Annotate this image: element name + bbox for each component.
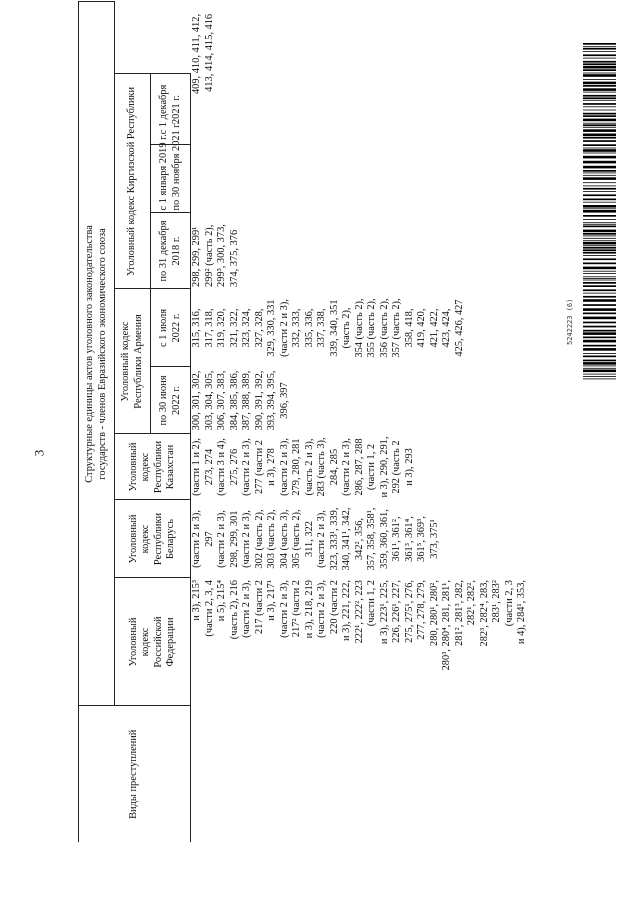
barcode-bar <box>583 360 616 362</box>
group-header <box>79 2 115 706</box>
barcode-bar <box>583 73 616 74</box>
barcode-bar <box>583 224 616 225</box>
article-line: 329, 330, 331 <box>266 299 277 357</box>
article-line: 423, 424, <box>441 308 452 348</box>
article-line: 396, 397 <box>278 382 290 419</box>
barcode-bar <box>583 285 616 287</box>
crime-correspondence-table <box>78 1 529 842</box>
article-line: 387, 388, 389, <box>241 370 252 431</box>
barcode-bar <box>583 95 616 97</box>
am-articles-cell-1 <box>191 367 529 434</box>
barcode-bar <box>583 233 616 235</box>
barcode-bar <box>583 245 616 246</box>
barcode-bar <box>583 255 616 256</box>
article-line: (часть 2), 216 <box>228 580 240 640</box>
barcode-bar <box>583 175 616 176</box>
article-line: 339, 340, 351 <box>328 299 340 357</box>
barcode-bar <box>583 296 616 298</box>
kg-code-header: Уголовный кодекс Киргизской Республики <box>115 74 151 289</box>
article-line: и 3), 221, 222, <box>341 580 352 641</box>
barcode-bar <box>583 144 616 146</box>
article-line: и 3), 223¹, 225, <box>378 580 390 645</box>
barcode-bar <box>583 79 616 80</box>
barcode-bar <box>583 240 616 241</box>
rotated-page-content <box>78 2 593 842</box>
barcode-bar <box>583 299 616 302</box>
article-line: 217² (части 2 <box>291 580 302 638</box>
article-line: (части 2 и 3), <box>278 438 290 496</box>
header-line: с 1 декабря <box>158 84 169 135</box>
article-line: 302 (часть 2), <box>253 509 265 569</box>
article-line: 390, 391, 392, <box>253 370 265 431</box>
ru-code-header <box>115 578 191 706</box>
article-line: (часть 2 и 3), <box>303 438 315 496</box>
barcode-bar <box>583 129 616 132</box>
header-line: Уголовный <box>127 514 139 564</box>
article-line: 283¹, 283² <box>491 580 502 623</box>
article-line: 425, 426, 427 <box>453 299 465 357</box>
am-code-header <box>115 289 151 434</box>
barcode-bar <box>583 205 616 208</box>
barcode-bar <box>583 88 616 91</box>
barcode-bar <box>583 82 616 85</box>
barcode-bar <box>583 177 616 180</box>
barcode-bar <box>583 106 616 107</box>
article-line: (части 2 и 3), <box>278 580 290 638</box>
barcode-bar <box>583 119 616 122</box>
barcode-bar <box>583 326 616 328</box>
barcode-bar <box>583 353 616 354</box>
article-line: 354 (часть 2), <box>353 298 365 358</box>
barcode-bar <box>583 137 616 139</box>
header-line: 2022 г. <box>170 385 182 416</box>
barcode-bar <box>583 113 616 115</box>
barcode-bar <box>583 194 616 196</box>
article-line: 337, 338, <box>316 308 327 348</box>
header-line: Федерации <box>165 617 176 667</box>
types-header: Виды преступлений <box>79 706 191 842</box>
article-line: 335, 336, <box>303 308 315 348</box>
barcode-number: 5242223 (6) <box>566 298 574 345</box>
article-line: 273, 274 <box>203 448 215 486</box>
barcode-bar <box>583 267 616 270</box>
article-line: 283 (часть 3), <box>316 437 327 497</box>
article-line: 226, 226¹, 227, <box>391 580 402 643</box>
article-line: 286, 287, 288 <box>353 438 365 496</box>
barcode-bar <box>583 278 616 279</box>
article-line: 297 <box>203 531 215 547</box>
barcode-bar <box>583 85 616 87</box>
barcode-bar <box>583 173 616 174</box>
article-line: 281², 281³, 282, <box>453 580 465 646</box>
header-line: Уголовный <box>127 442 139 492</box>
barcode <box>583 43 616 380</box>
article-line: 305 (часть 2), <box>291 509 302 569</box>
barcode-bar <box>583 103 616 105</box>
barcode-bar <box>583 249 616 251</box>
article-line: 275, 275¹, 276, <box>403 580 415 643</box>
barcode-bar <box>583 202 616 203</box>
article-line: 282¹, 282², <box>466 580 477 626</box>
article-line: 323, 324, <box>241 308 252 348</box>
header-line: Уголовный <box>127 617 139 667</box>
barcode-bar <box>583 226 616 228</box>
barcode-bar <box>583 219 616 220</box>
barcode-bar <box>583 222 616 223</box>
article-line: 304 (часть 3), <box>278 509 290 569</box>
article-line: 421, 422, <box>428 308 440 348</box>
article-line: 220 (части 2 <box>328 580 340 634</box>
barcode-bar <box>583 230 616 233</box>
header-line: Беларусь <box>165 519 176 559</box>
barcode-bar <box>583 317 616 320</box>
barcode-bar <box>583 140 616 142</box>
header-line: 2022 г. <box>170 313 182 343</box>
article-line: (части 2 и 3), <box>241 438 252 496</box>
article-line: 361¹, 361², <box>391 516 402 562</box>
article-line: 277, 278, 279, <box>416 580 427 640</box>
article-line: 311, 322 <box>303 521 315 557</box>
article-line: 340, 341¹, 342, <box>341 507 352 571</box>
article-line: 284, 285 <box>328 448 340 486</box>
barcode-bar <box>583 153 616 154</box>
article-line: (части 2 и 3), <box>241 510 252 568</box>
barcode-bar <box>583 92 616 93</box>
kg-sub-header-2 <box>151 121 191 213</box>
barcode-bar <box>583 182 616 183</box>
article-line: 357, 358, 358¹, <box>366 507 377 571</box>
article-line: 361³, 361⁴, <box>403 516 415 562</box>
barcode-bar <box>583 199 616 201</box>
barcode-bar <box>583 368 616 369</box>
article-line: 342², 356, <box>353 517 365 561</box>
barcode-bar <box>583 252 616 254</box>
header-line: по 30 ноября 2021 г. <box>170 121 182 211</box>
article-line: 303 (часть 2), <box>266 509 277 569</box>
barcode-bar <box>583 148 616 149</box>
header-line: кодекс <box>140 627 151 657</box>
barcode-bar <box>583 282 616 284</box>
article-line: 327, 328, <box>253 308 265 348</box>
barcode-bar <box>583 166 616 169</box>
article-line: 217 (части 2 <box>253 580 265 634</box>
article-line: 275, 276 <box>228 448 240 486</box>
article-line: 292 (часть 2 <box>391 440 402 494</box>
barcode-bar <box>583 156 616 159</box>
article-line: 409, 410, 411, 412, <box>191 13 202 95</box>
barcode-bar <box>583 69 616 71</box>
page-number: 3 <box>31 449 47 457</box>
barcode-bar <box>583 208 616 209</box>
article-line: 321, 322, <box>228 308 240 348</box>
article-line: 332, 333, <box>291 308 302 348</box>
barcode-bar <box>583 54 616 56</box>
barcode-bar <box>583 48 616 50</box>
header-line: кодекс <box>140 452 151 482</box>
header-line: кодекс <box>140 524 151 554</box>
barcode-bar <box>583 280 616 281</box>
barcode-bar <box>583 236 616 237</box>
article-line: 280, 280¹, 280², <box>428 580 440 646</box>
group-header-line: Структурные единицы актов уголовного законодательства <box>84 225 95 483</box>
article-line: 413, 414, 415, 416 <box>203 13 215 92</box>
ru-articles-cell <box>191 578 529 706</box>
header-line: Республики <box>152 512 164 566</box>
article-line: (части 2 и 3), <box>216 510 227 568</box>
barcode-bar <box>583 100 616 101</box>
article-line: 300, 301, 302, <box>191 370 202 431</box>
barcode-bar <box>583 308 616 311</box>
barcode-bar <box>583 127 616 128</box>
article-line: (части 2 и 3), <box>191 510 202 568</box>
barcode-bar <box>583 191 616 192</box>
article-line: 323, 333¹, 339, <box>328 507 340 571</box>
types-cell <box>191 706 529 842</box>
kg-articles-cell-1 <box>191 213 529 289</box>
barcode-bar <box>583 263 616 265</box>
article-line: 374, 375, 376 <box>228 229 240 287</box>
barcode-bar <box>583 337 616 339</box>
article-line: (части 2 и 3), <box>341 438 352 496</box>
article-line: 317, 318, <box>203 308 215 348</box>
am-sub-header-2 <box>151 289 191 367</box>
article-line: 384, 385, 386, <box>228 370 240 431</box>
header-line: Российской <box>152 616 164 668</box>
barcode-bar <box>583 58 616 59</box>
article-line: 222¹, 222², 223 <box>353 580 365 644</box>
barcode-bar <box>583 66 616 69</box>
barcode-bar <box>583 43 616 45</box>
barcode-bar <box>583 362 616 365</box>
article-line: 361⁵, 369³, <box>416 516 427 562</box>
article-line: 393, 394, 395, <box>266 370 277 431</box>
barcode-bar <box>583 161 616 164</box>
article-line: (части 2, 3, 4 <box>203 580 215 637</box>
article-line: 306, 307, 383, <box>216 370 227 431</box>
barcode-bar <box>583 123 616 124</box>
barcode-bar <box>583 289 616 291</box>
header-line: с 1 июля <box>158 308 169 348</box>
header-line: Уголовный кодекс <box>120 321 131 402</box>
kg-articles-cell-3 <box>191 2 529 145</box>
barcode-bar <box>583 46 616 47</box>
article-line: 359, 360, 361, <box>378 509 390 569</box>
article-line: (части 2 и 3), <box>241 580 252 638</box>
barcode-bar <box>583 330 616 332</box>
header-line: Республики Армения <box>132 314 144 409</box>
kz-articles-cell <box>191 434 529 500</box>
article-line: 299² (часть 2), <box>203 224 215 287</box>
article-line: (часть 2), <box>341 307 352 349</box>
article-line: 356 (часть 2), <box>378 298 390 358</box>
by-articles-cell <box>191 500 529 578</box>
article-line: 319, 320, <box>216 308 227 348</box>
am-articles-cell-2 <box>191 289 529 367</box>
article-line: (части 1, 2 <box>366 443 377 491</box>
barcode-bar <box>583 348 616 351</box>
header-line: с 1 января 2019 г. <box>158 134 169 211</box>
header-line: по 30 июня <box>158 375 169 426</box>
group-header-line: государств - членов Евразийского экономического союза <box>96 228 108 480</box>
article-line: 299³, 300, 373, <box>216 224 227 287</box>
article-line: и 3), 293 <box>403 448 415 486</box>
article-line: 419, 420, <box>416 308 427 348</box>
header-line: 2021 г. <box>170 94 182 125</box>
am-sub-header-1 <box>151 367 191 434</box>
article-line: 357 (часть 2), <box>391 298 402 358</box>
article-line: (части 2 и 3), <box>278 299 290 357</box>
barcode-bar <box>583 97 616 99</box>
header-line: Казахстан <box>165 444 176 490</box>
article-line: (части 3 и 4), <box>216 438 227 496</box>
article-line: 303, 304, 305, <box>203 370 215 431</box>
article-line: (части 2, 3 <box>503 580 515 627</box>
article-line: 298, 299, 299¹ <box>191 226 202 287</box>
barcode-bar <box>583 273 616 274</box>
article-line: и 3), 290, 291, <box>378 436 390 498</box>
article-line: 280³, 280⁴, 281, 281¹, <box>441 580 452 671</box>
barcode-bar <box>583 304 616 306</box>
barcode-bar <box>583 51 616 52</box>
barcode-bar <box>583 345 616 347</box>
barcode-bar <box>583 340 616 343</box>
article-line: и 4), 284¹, 353, <box>516 580 527 645</box>
barcode-bar <box>583 366 616 367</box>
barcode-bar <box>583 210 616 213</box>
barcode-bar <box>583 247 616 249</box>
barcode-bar <box>583 293 616 294</box>
article-line: 279, 280, 281 <box>291 438 302 496</box>
article-line: 277 (части 2 <box>253 440 265 494</box>
barcode-bar <box>583 74 616 77</box>
header-line: 2018 г. <box>170 236 182 266</box>
barcode-bar <box>583 134 616 137</box>
barcode-bar <box>583 370 616 373</box>
barcode-bar <box>583 188 616 190</box>
barcode-bar <box>583 186 616 187</box>
article-line: 298, 299, 301 <box>228 510 240 568</box>
article-line: (части 2 и 3), <box>316 510 327 568</box>
article-line: и 3), 215³ <box>191 580 202 621</box>
header-line: по 31 декабря <box>158 220 169 282</box>
barcode-bar <box>583 322 616 324</box>
barcode-bar <box>583 356 616 358</box>
barcode-bar <box>583 374 616 375</box>
barcode-bar <box>583 63 616 65</box>
barcode-bar <box>583 376 616 377</box>
barcode-bar <box>583 170 616 172</box>
kg-sub-header-1 <box>151 213 191 289</box>
barcode-bar <box>583 379 616 380</box>
barcode-bar <box>583 61 616 63</box>
article-line: и 5), 215⁴ <box>216 580 227 622</box>
barcode-bar <box>583 238 616 239</box>
article-line: 373, 375¹ <box>428 519 440 559</box>
kg-articles-cell-2 <box>191 145 529 213</box>
article-line: 355 (часть 2), <box>366 298 377 358</box>
barcode-bar <box>583 110 616 111</box>
barcode-bar <box>583 149 616 152</box>
barcode-bar <box>583 215 616 217</box>
article-line: и 3), 218, 219 <box>303 580 315 639</box>
article-line: 358, 418, <box>403 308 415 348</box>
barcode-bar <box>583 242 616 245</box>
article-line: и 3), 217¹ <box>266 580 277 621</box>
barcode-bar <box>583 276 616 277</box>
article-line: и 3), 278 <box>266 448 277 486</box>
barcode-bar <box>583 332 616 335</box>
by-code-header <box>115 500 191 578</box>
barcode-bar <box>583 258 616 260</box>
article-line: (части 1, 2 <box>366 580 377 627</box>
barcode-bar <box>583 124 616 126</box>
barcode-bar <box>583 271 616 272</box>
article-line: 315, 316, <box>191 308 202 348</box>
article-line: (части 1 и 2), <box>191 438 202 496</box>
header-line: Республики <box>152 440 164 494</box>
article-line: (части 2 и 3), <box>316 580 327 638</box>
kz-code-header <box>115 434 191 500</box>
article-line: 282³, 282⁴, 283, <box>478 580 490 647</box>
barcode-bar <box>583 313 616 315</box>
barcode-bar <box>583 115 616 117</box>
